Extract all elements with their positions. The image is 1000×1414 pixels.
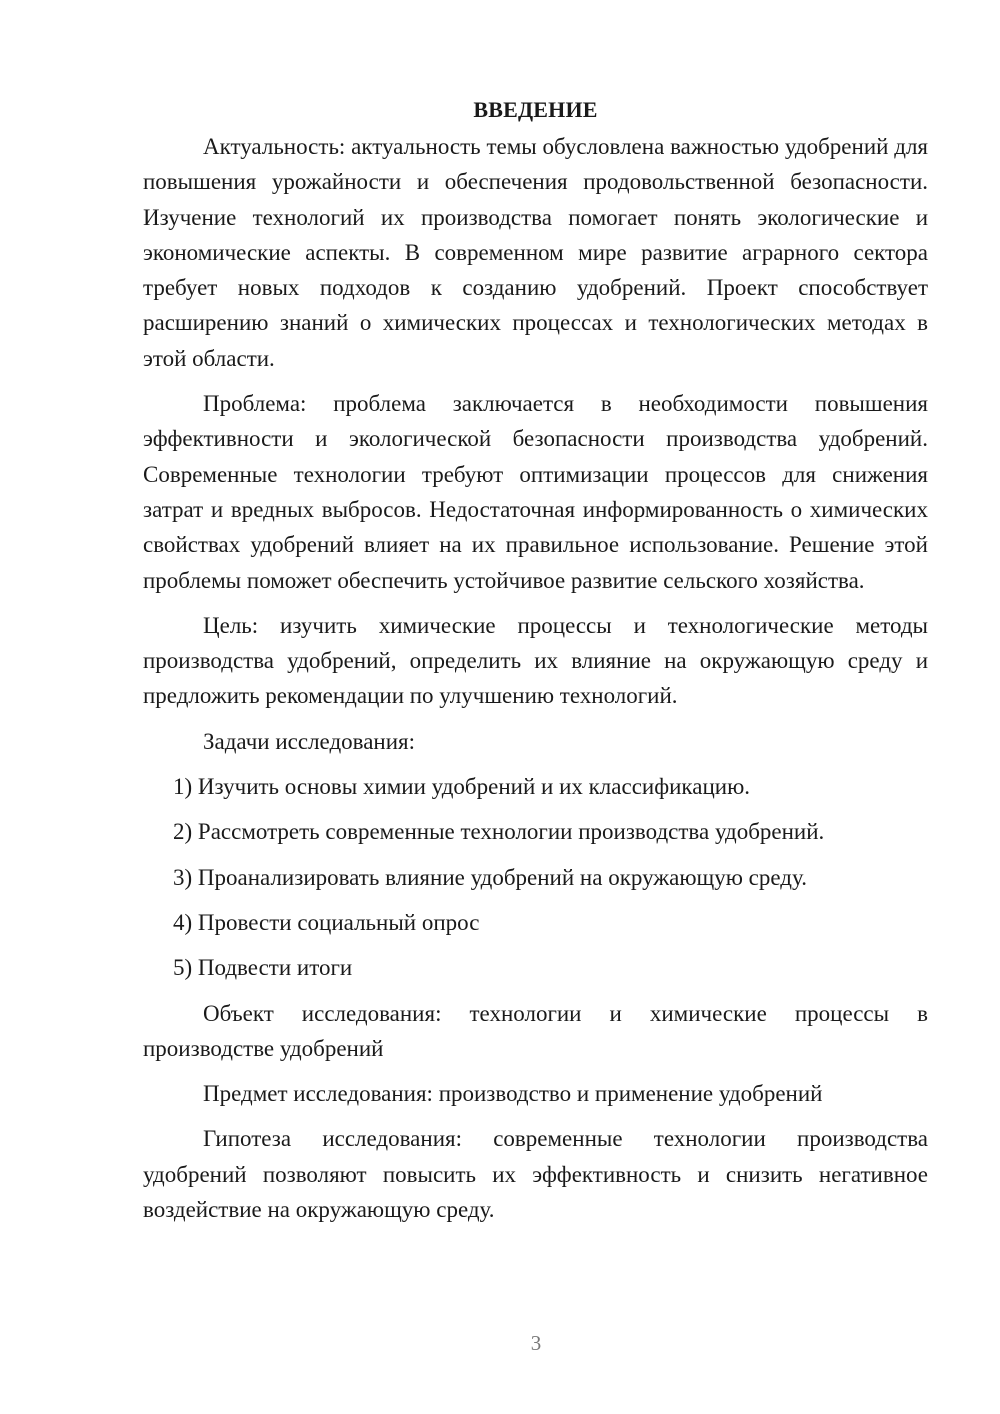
object-paragraph: Объект исследования: технологии и химические процессы в производстве удобрений (143, 1000, 928, 1061)
page-title: ВВЕДЕНИЕ (473, 97, 598, 122)
task-item-1: 1) Изучить основы химии удобрений и их классификацию. (173, 774, 751, 800)
task-item-5: 5) Подвести итоги (173, 955, 353, 981)
problem-paragraph: Проблема: проблема заключается в необходимости повышения эффективности и экологической безопасности производства удобрений. Современные технологии требуют оптимизации процессов для снижения затрат и вредных выбросов. Недостаточная информированность о химических свойствах удобрений влияет на их правильное использование. Решение этой проблемы поможет обеспечить устойчивое развитие сельского хозяйства. (143, 391, 928, 593)
tasks-heading: Задачи исследования: (203, 728, 416, 754)
subject-paragraph: Предмет исследования: производство и применение удобрений (203, 1081, 823, 1107)
hypothesis-paragraph: Гипотеза исследования: современные технологии производства удобрений позволяют повысить их эффективность и снизить негативное воздействие на окружающую среду. (143, 1126, 928, 1223)
page-number: 3 (530, 1331, 542, 1355)
task-item-3: 3) Проанализировать влияние удобрений на окружающую среду. (173, 864, 807, 890)
page-content (143, 92, 928, 1237)
task-item-2: 2) Рассмотреть современные технологии производства удобрений. (173, 819, 825, 845)
task-item-4: 4) Провести социальный опрос (173, 909, 480, 935)
relevance-paragraph: Актуальность: актуальность темы обусловлена важностью удобрений для повышения урожайности и обеспечения продовольственной безопасности. Изучение технологий их производства помогает понять экологические и экономические аспекты. В современном мире развитие аграрного сектора требует новых подходов к созданию удобрений. Проект способствует расширению знаний о химических процессах и технологических методах в этой области. (143, 134, 928, 371)
goal-paragraph: Цель: изучить химические процессы и технологические методы производства удобрений, определить их влияние на окружающую среду и предложить рекомендации по улучшению технологий. (143, 612, 928, 709)
